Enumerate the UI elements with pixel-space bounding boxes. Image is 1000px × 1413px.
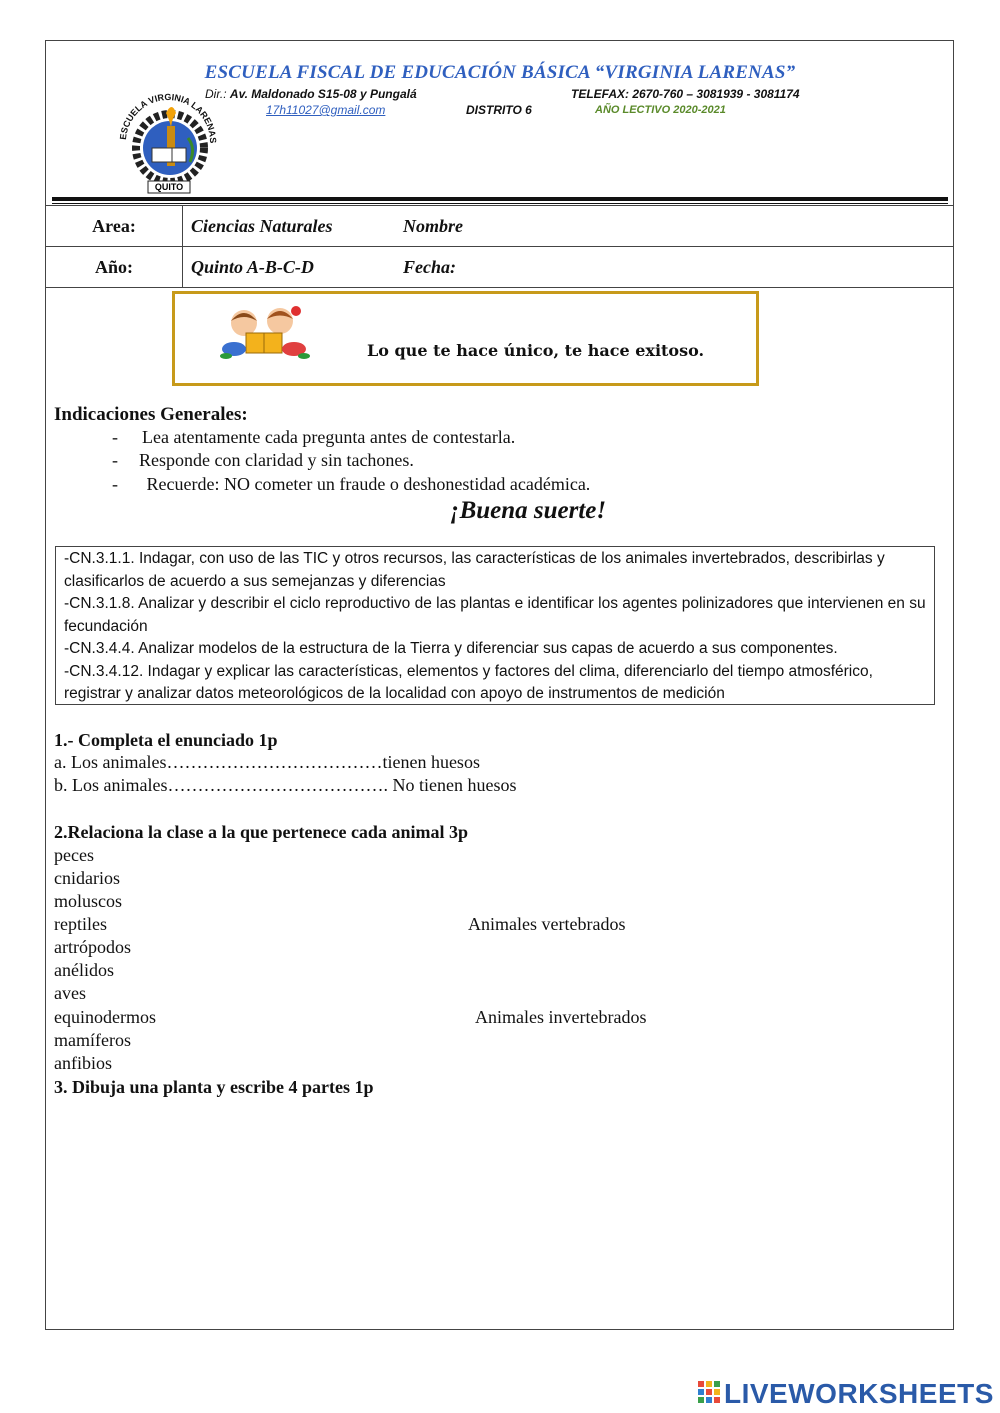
- question-3-title: 3. Dibuja una planta y escribe 4 partes 1p: [54, 1077, 374, 1097]
- info-row-area: [46, 206, 954, 247]
- header-rule-thin: [52, 203, 948, 204]
- address-label: Dir.:: [205, 87, 227, 101]
- question-1b[interactable]: b. Los animales………………………………. No tienen huesos: [54, 775, 517, 795]
- telefax: TELEFAX: 2670-760 – 3081939 - 3081174: [571, 87, 800, 101]
- instructions-title: Indicaciones Generales:: [54, 404, 248, 425]
- liveworksheets-logo-icon: [698, 1381, 720, 1407]
- animal-class-item[interactable]: aves: [54, 983, 86, 1003]
- animal-class-item[interactable]: mamíferos: [54, 1030, 131, 1050]
- objective-item: -CN.3.1.1. Indagar, con uso de las TIC y otros recursos, las características de los animales invertebrados, describirlas y clasificarlos de acuerdo a sus semejanzas y diferencias: [64, 550, 885, 590]
- good-luck-text: ¡Buena suerte!: [449, 497, 607, 524]
- animal-class-item[interactable]: anélidos: [54, 960, 114, 980]
- animal-class-item[interactable]: cnidarios: [54, 868, 120, 888]
- objectives-box: [55, 546, 935, 705]
- address: [205, 87, 417, 101]
- drawing-area[interactable]: [54, 1105, 944, 1320]
- liveworksheets-watermark: [698, 1378, 994, 1410]
- logo-bottom-text: QUITO: [154, 182, 184, 192]
- animal-class-item[interactable]: moluscos: [54, 891, 123, 911]
- animal-class-item[interactable]: artrópodos: [54, 937, 131, 957]
- instruction-item: - Responde con claridad y sin tachones.: [112, 450, 414, 470]
- address-value: Av. Maldonado S15-08 y Pungalá: [229, 87, 417, 101]
- anio-cell[interactable]: [183, 247, 954, 288]
- logo-top-text: ESCUELA VIRGINIA LARENAS: [117, 91, 219, 144]
- objective-item: -CN.3.4.12. Indagar y explicar las características, elementos y factores del clima, diferenciarlo del tiempo atmosférico, registrar y analizar datos meteorológicos de la localidad con apoyo de instrumentos de medición: [64, 662, 873, 702]
- area-label: Area:: [46, 206, 183, 247]
- animal-class-item[interactable]: peces: [54, 845, 94, 865]
- watermark-text: LIVEWORKSHEETS: [724, 1378, 994, 1409]
- fecha-label: Fecha:: [403, 256, 456, 277]
- school-name: ESCUELA FISCAL DE EDUCACIÓN BÁSICA “VIRGINIA LARENAS”: [204, 62, 796, 83]
- info-row-anio: [46, 247, 954, 288]
- nombre-label: Nombre: [403, 215, 463, 236]
- area-value: Ciencias Naturales: [191, 215, 333, 236]
- objective-item: -CN.3.1.8. Analizar y describir el ciclo reproductivo de las plantas e identificar los agentes polinizadores que intervienen en su fecundación: [64, 595, 926, 635]
- email-link[interactable]: 17h11027@gmail.com: [266, 103, 386, 117]
- reading-kids-illustration: [218, 303, 313, 361]
- animal-class-item[interactable]: anfibios: [54, 1053, 112, 1073]
- school-year: AÑO LECTIVO 2020-2021: [595, 104, 726, 116]
- question-2-title: 2.Relaciona la clase a la que pertenece cada animal 3p: [54, 822, 468, 842]
- group-vertebrates[interactable]: Animales vertebrados: [468, 914, 626, 934]
- question-1-title: 1.- Completa el enunciado 1p: [54, 730, 278, 750]
- instruction-item: - Recuerde: NO cometer un fraude o deshonestidad académica.: [112, 474, 591, 494]
- anio-value: Quinto A-B-C-D: [191, 256, 314, 277]
- instruction-item: - Lea atentamente cada pregunta antes de contestarla.: [112, 427, 516, 447]
- animal-class-item[interactable]: reptiles: [54, 914, 107, 934]
- area-cell[interactable]: [183, 206, 954, 247]
- info-table: [45, 205, 954, 288]
- question-1a[interactable]: a. Los animales………………………………tienen huesos: [54, 752, 480, 772]
- animal-class-item[interactable]: equinodermos: [54, 1007, 156, 1027]
- header-rule-thick: [52, 197, 948, 201]
- anio-label: Año:: [46, 247, 183, 288]
- group-invertebrates[interactable]: Animales invertebrados: [475, 1007, 647, 1027]
- motto-text: Lo que te hace único, te hace exitoso.: [367, 341, 705, 360]
- objective-item: -CN.3.4.4. Analizar modelos de la estructura de la Tierra y diferenciar sus capas de acuerdo a sus componentes.: [64, 640, 838, 657]
- district: DISTRITO 6: [466, 103, 532, 117]
